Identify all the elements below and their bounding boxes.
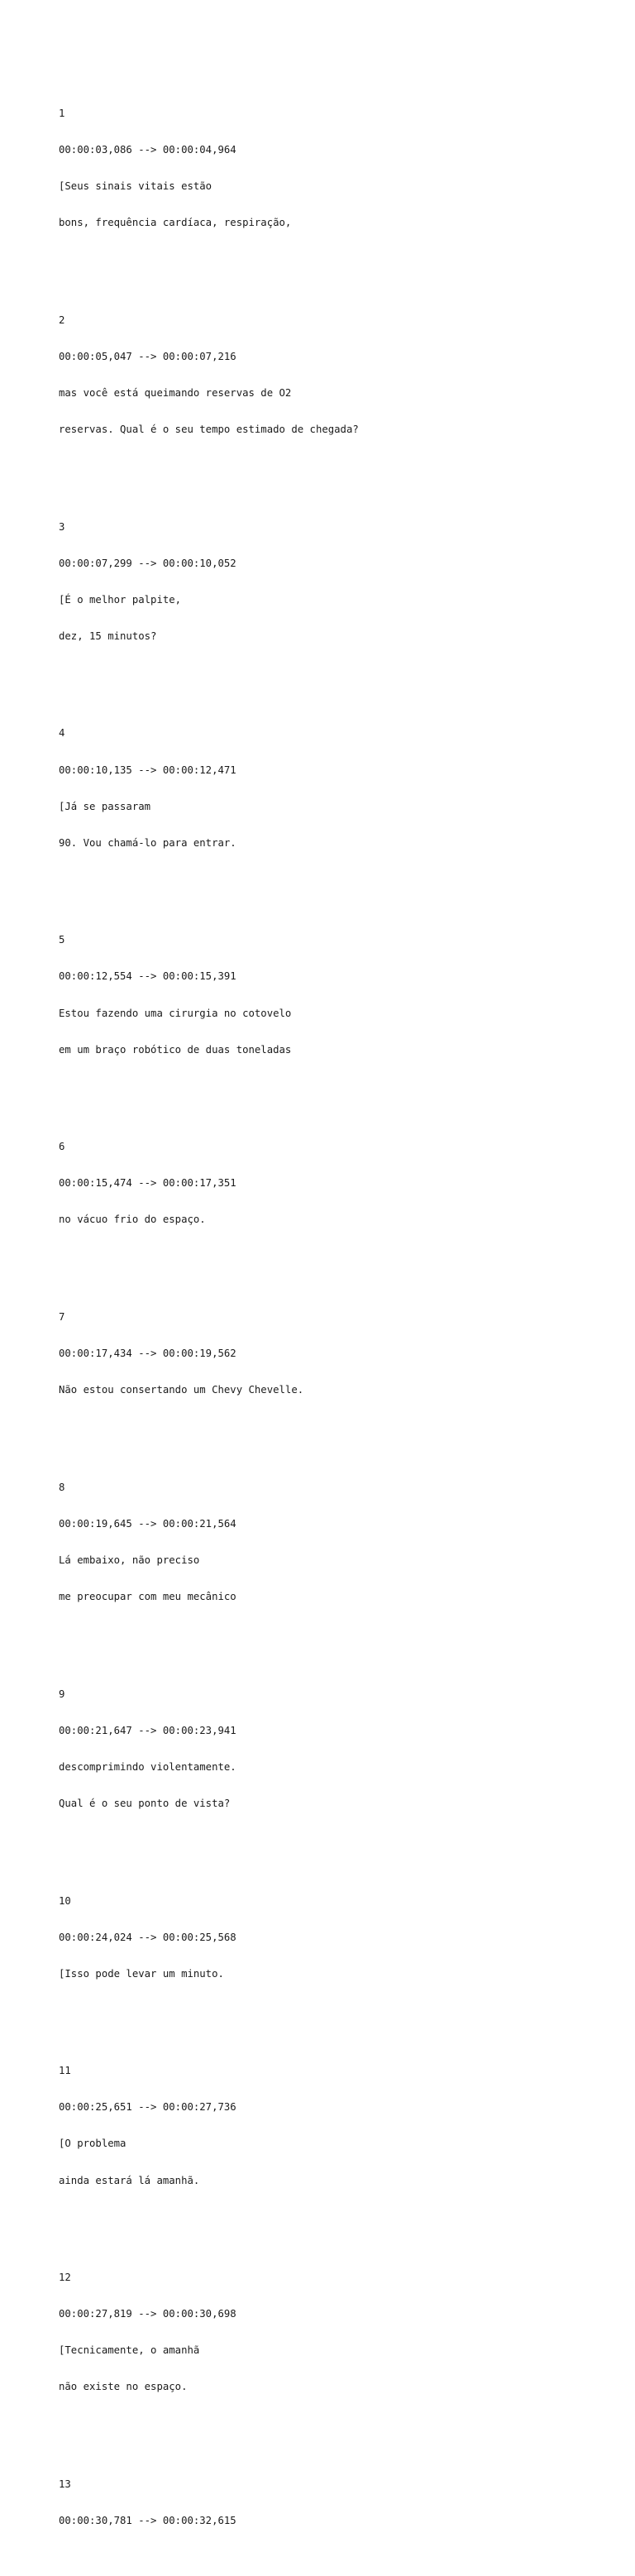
subtitle-cue-11 bbox=[59, 2041, 621, 2211]
cue-line: me preocupar com meu mecânico bbox=[59, 1591, 236, 1603]
subtitle-cue-12 bbox=[59, 2248, 621, 2418]
cue-line: ainda estará lá amanhã. bbox=[59, 2174, 200, 2186]
cue-index: 6 bbox=[59, 1141, 65, 1153]
subtitle-cue-7 bbox=[59, 1287, 621, 1421]
cue-line: [Seus sinais vitais estão bbox=[59, 180, 212, 192]
cue-index: 3 bbox=[59, 520, 65, 533]
cue-timing: 00:00:07,299 --> 00:00:10,052 bbox=[59, 557, 236, 569]
subtitle-cue-3 bbox=[59, 496, 621, 667]
subtitle-cue-13 bbox=[59, 2454, 621, 2552]
cue-index: 9 bbox=[59, 1688, 65, 1700]
cue-line: [É o melhor palpite, bbox=[59, 593, 182, 606]
cue-line: reservas. Qual é o seu tempo estimado de chegada? bbox=[59, 423, 359, 435]
cue-timing: 00:00:05,047 --> 00:00:07,216 bbox=[59, 350, 236, 362]
cue-timing: 00:00:10,135 --> 00:00:12,471 bbox=[59, 764, 236, 776]
cue-line: Não estou consertando um Chevy Chevelle. bbox=[59, 1384, 304, 1396]
cue-line: não existe no espaço. bbox=[59, 2381, 188, 2393]
cue-timing: 00:00:12,554 --> 00:00:15,391 bbox=[59, 970, 236, 983]
subtitle-cue-6 bbox=[59, 1117, 621, 1251]
cue-timing: 00:00:17,434 --> 00:00:19,562 bbox=[59, 1348, 236, 1360]
subtitle-cue-4 bbox=[59, 703, 621, 874]
cue-index: 5 bbox=[59, 934, 65, 946]
cue-timing: 00:00:19,645 --> 00:00:21,564 bbox=[59, 1517, 236, 1530]
cue-timing: 00:00:24,024 --> 00:00:25,568 bbox=[59, 1931, 236, 1943]
subtitle-cue-1 bbox=[59, 83, 621, 253]
subtitle-cue-9 bbox=[59, 1664, 621, 1834]
cue-index: 2 bbox=[59, 314, 65, 326]
cue-line: [O problema bbox=[59, 2138, 127, 2150]
cue-line: dez, 15 minutos? bbox=[59, 630, 157, 642]
cue-timing: 00:00:03,086 --> 00:00:04,964 bbox=[59, 143, 236, 156]
cue-index: 12 bbox=[59, 2272, 71, 2284]
cue-index: 11 bbox=[59, 2065, 71, 2077]
subtitle-document bbox=[59, 59, 621, 2576]
cue-index: 1 bbox=[59, 107, 65, 119]
cue-line: Qual é o seu ponto de vista? bbox=[59, 1797, 231, 1809]
cue-timing: 00:00:15,474 --> 00:00:17,351 bbox=[59, 1177, 236, 1190]
subtitle-cue-8 bbox=[59, 1457, 621, 1627]
cue-line: mas você está queimando reservas de O2 bbox=[59, 386, 292, 399]
cue-line: em um braço robótico de duas toneladas bbox=[59, 1043, 292, 1056]
cue-index: 7 bbox=[59, 1310, 65, 1323]
cue-line: no vácuo frio do espaço. bbox=[59, 1214, 206, 1226]
cue-line: 90. Vou chamá-lo para entrar. bbox=[59, 836, 236, 849]
cue-timing: 00:00:21,647 --> 00:00:23,941 bbox=[59, 1724, 236, 1736]
cue-index: 13 bbox=[59, 2478, 71, 2491]
cue-line: Estou fazendo uma cirurgia no cotovelo bbox=[59, 1007, 292, 1019]
cue-line: [Já se passaram bbox=[59, 800, 151, 812]
cue-line: Lá embaixo, não preciso bbox=[59, 1554, 200, 1566]
cue-index: 8 bbox=[59, 1481, 65, 1493]
cue-timing: 00:00:27,819 --> 00:00:30,698 bbox=[59, 2308, 236, 2320]
cue-line: [Tecnicamente, o amanhã bbox=[59, 2344, 200, 2357]
cue-index: 4 bbox=[59, 727, 65, 740]
cue-line: descomprimindo violentamente. bbox=[59, 1760, 236, 1773]
cue-line: [Isso pode levar um minuto. bbox=[59, 1967, 224, 1980]
subtitle-cue-2 bbox=[59, 290, 621, 460]
cue-timing: 00:00:30,781 --> 00:00:32,615 bbox=[59, 2515, 236, 2527]
subtitle-cue-10 bbox=[59, 1870, 621, 2004]
subtitle-cue-5 bbox=[59, 910, 621, 1080]
cue-index: 10 bbox=[59, 1894, 71, 1907]
cue-timing: 00:00:25,651 --> 00:00:27,736 bbox=[59, 2101, 236, 2114]
cue-line: bons, frequência cardíaca, respiração, bbox=[59, 217, 292, 229]
